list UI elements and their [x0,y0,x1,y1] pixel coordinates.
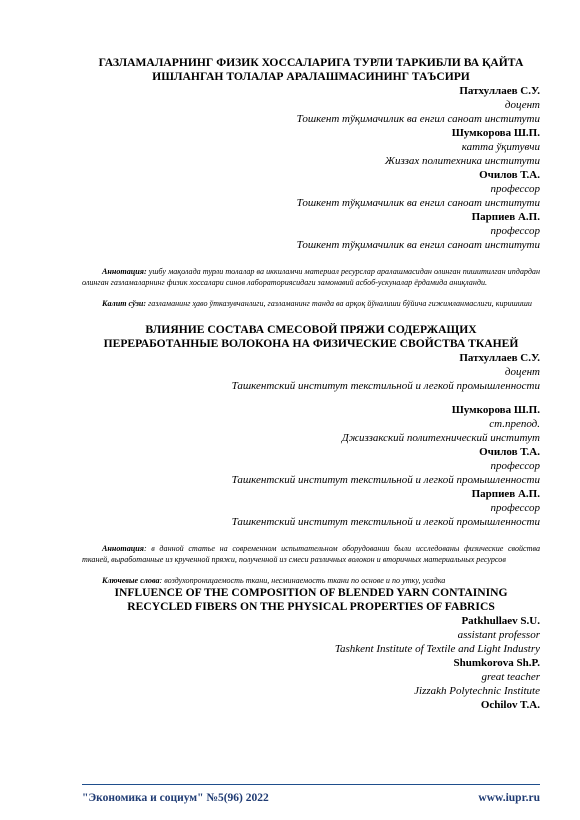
ru-keywords [82,575,540,586]
ru-author-2-affiliation: Джиззакский политехнический институт [341,432,540,444]
uz-author-4-name: Парпиев А.П. [471,211,540,223]
uz-keywords-text: газламанинг ҳаво ўтказувчанлиги, газламанинг танда ва арқоқ йўналиши бўйича гижимланмаслиги, киришиши [146,299,532,308]
ru-author-3-position: профессор [490,460,540,472]
uz-author-3-affiliation: Тошкент тўқимачилик ва енгил саноат институти [296,197,540,209]
en-author-2-position: great teacher [481,671,540,683]
uz-abstract [82,266,540,288]
en-author-2-affiliation: Jizzakh Polytechnic Institute [414,685,540,697]
uz-author-2-name: Шумкорова Ш.П. [451,127,540,139]
uz-author-2-affiliation: Жиззах политехника институти [384,155,540,167]
ru-title-line-1: ВЛИЯНИЕ СОСТАВА СМЕСОВОЙ ПРЯЖИ СОДЕРЖАЩИХ [145,323,477,336]
ru-author-3-affiliation: Ташкентский институт текстильной и легкой промышленности [231,474,540,486]
uz-author-1-position: доцент [504,99,540,111]
uz-keywords-label: Калит сўзи: [102,299,147,308]
footer-journal: "Экономика и социум" №5(96) 2022 [82,792,269,804]
uz-author-1-affiliation: Тошкент тўқимачилик ва енгил саноат институти [296,113,540,125]
ru-abstract-text: : в данной статье на современном испытательном оборудовании были исследованы физические свойства тканей, выработанные из крученной пряжи, полученной из смеси различных волокон и вторичных материальных ресурсов [82,544,540,564]
uz-author-3-name: Очилов Т.А. [479,169,540,181]
en-author-3-name: Ochilov T.A. [480,699,540,711]
uz-keywords [82,298,540,309]
uz-abstract-text: ушбу мақолада турли толалар ва иккиламчи материал ресурслар аралашмасидан олинган пишитилган ипдардан олинган газламаларнинг физик хоссалари синов лабораториясидаги замонавий асбоб-ускуналар ёрдамида аниқланди. [82,267,540,287]
en-author-1-affiliation: Tashkent Institute of Textile and Light Industry [334,643,540,655]
article-page [82,56,540,712]
en-author-1-name: Patkhullaev S.U. [461,615,540,627]
ru-keywords-label: Ключевые слова [102,576,160,585]
ru-author-4-affiliation: Ташкентский институт текстильной и легкой промышленности [231,516,540,528]
ru-author-2-name: Шумкорова Ш.П. [451,404,540,416]
uz-author-3-position: профессор [490,183,540,195]
ru-abstract [82,543,540,565]
en-author-2-name: Shumkorova Sh.P. [453,657,540,669]
ru-abstract-label: Аннотация [102,544,144,553]
ru-author-1-name: Патхуллаев С.У. [459,352,540,364]
uz-title-line-1: ГАЗЛАМАЛАРНИНГ ФИЗИК ХОССАЛАРИГА ТУРЛИ ТАРКИБЛИ ВА ҚАЙТА [98,56,524,69]
ru-author-3-name: Очилов Т.А. [479,446,540,458]
ru-keywords-text: : воздухопроницаемость ткани, несминаемость ткани по основе и по утку, усадка [159,576,446,585]
uz-author-4-position: профессор [490,225,540,237]
ru-title-line-2: ПЕРЕРАБОТАННЫЕ ВОЛОКОНА НА ФИЗИЧЕСКИЕ СВОЙСТВА ТКАНЕЙ [103,337,519,350]
en-title-line-2: RECYCLED FIBERS ON THE PHYSICAL PROPERTIES OF FABRICS [127,600,495,613]
ru-author-2-position: ст.препод. [489,418,540,430]
footer-divider [82,784,540,785]
uz-author-4-affiliation: Тошкент тўқимачилик ва енгил саноат институти [296,239,540,251]
en-author-1-position: assistant professor [457,629,540,641]
uz-author-2-position: катта ўқитувчи [461,141,540,153]
uz-abstract-label: Аннотация: [102,267,147,276]
ru-author-4-name: Парпиев А.П. [471,488,540,500]
ru-author-1-position: доцент [504,366,540,378]
ru-author-1-affiliation: Ташкентский институт текстильной и легкой промышленности [231,380,540,392]
uz-author-1-name: Патхуллаев С.У. [459,85,540,97]
ru-author-4-position: профессор [490,502,540,514]
uz-title-line-2: ИШЛАНГАН ТОЛАЛАР АРАЛАШМАСИНИНГ ТАЪСИРИ [152,70,470,83]
footer-site-link[interactable]: www.iupr.ru [478,792,540,804]
en-title-line-1: INFLUENCE OF THE COMPOSITION OF BLENDED YARN CONTAINING [114,586,508,599]
